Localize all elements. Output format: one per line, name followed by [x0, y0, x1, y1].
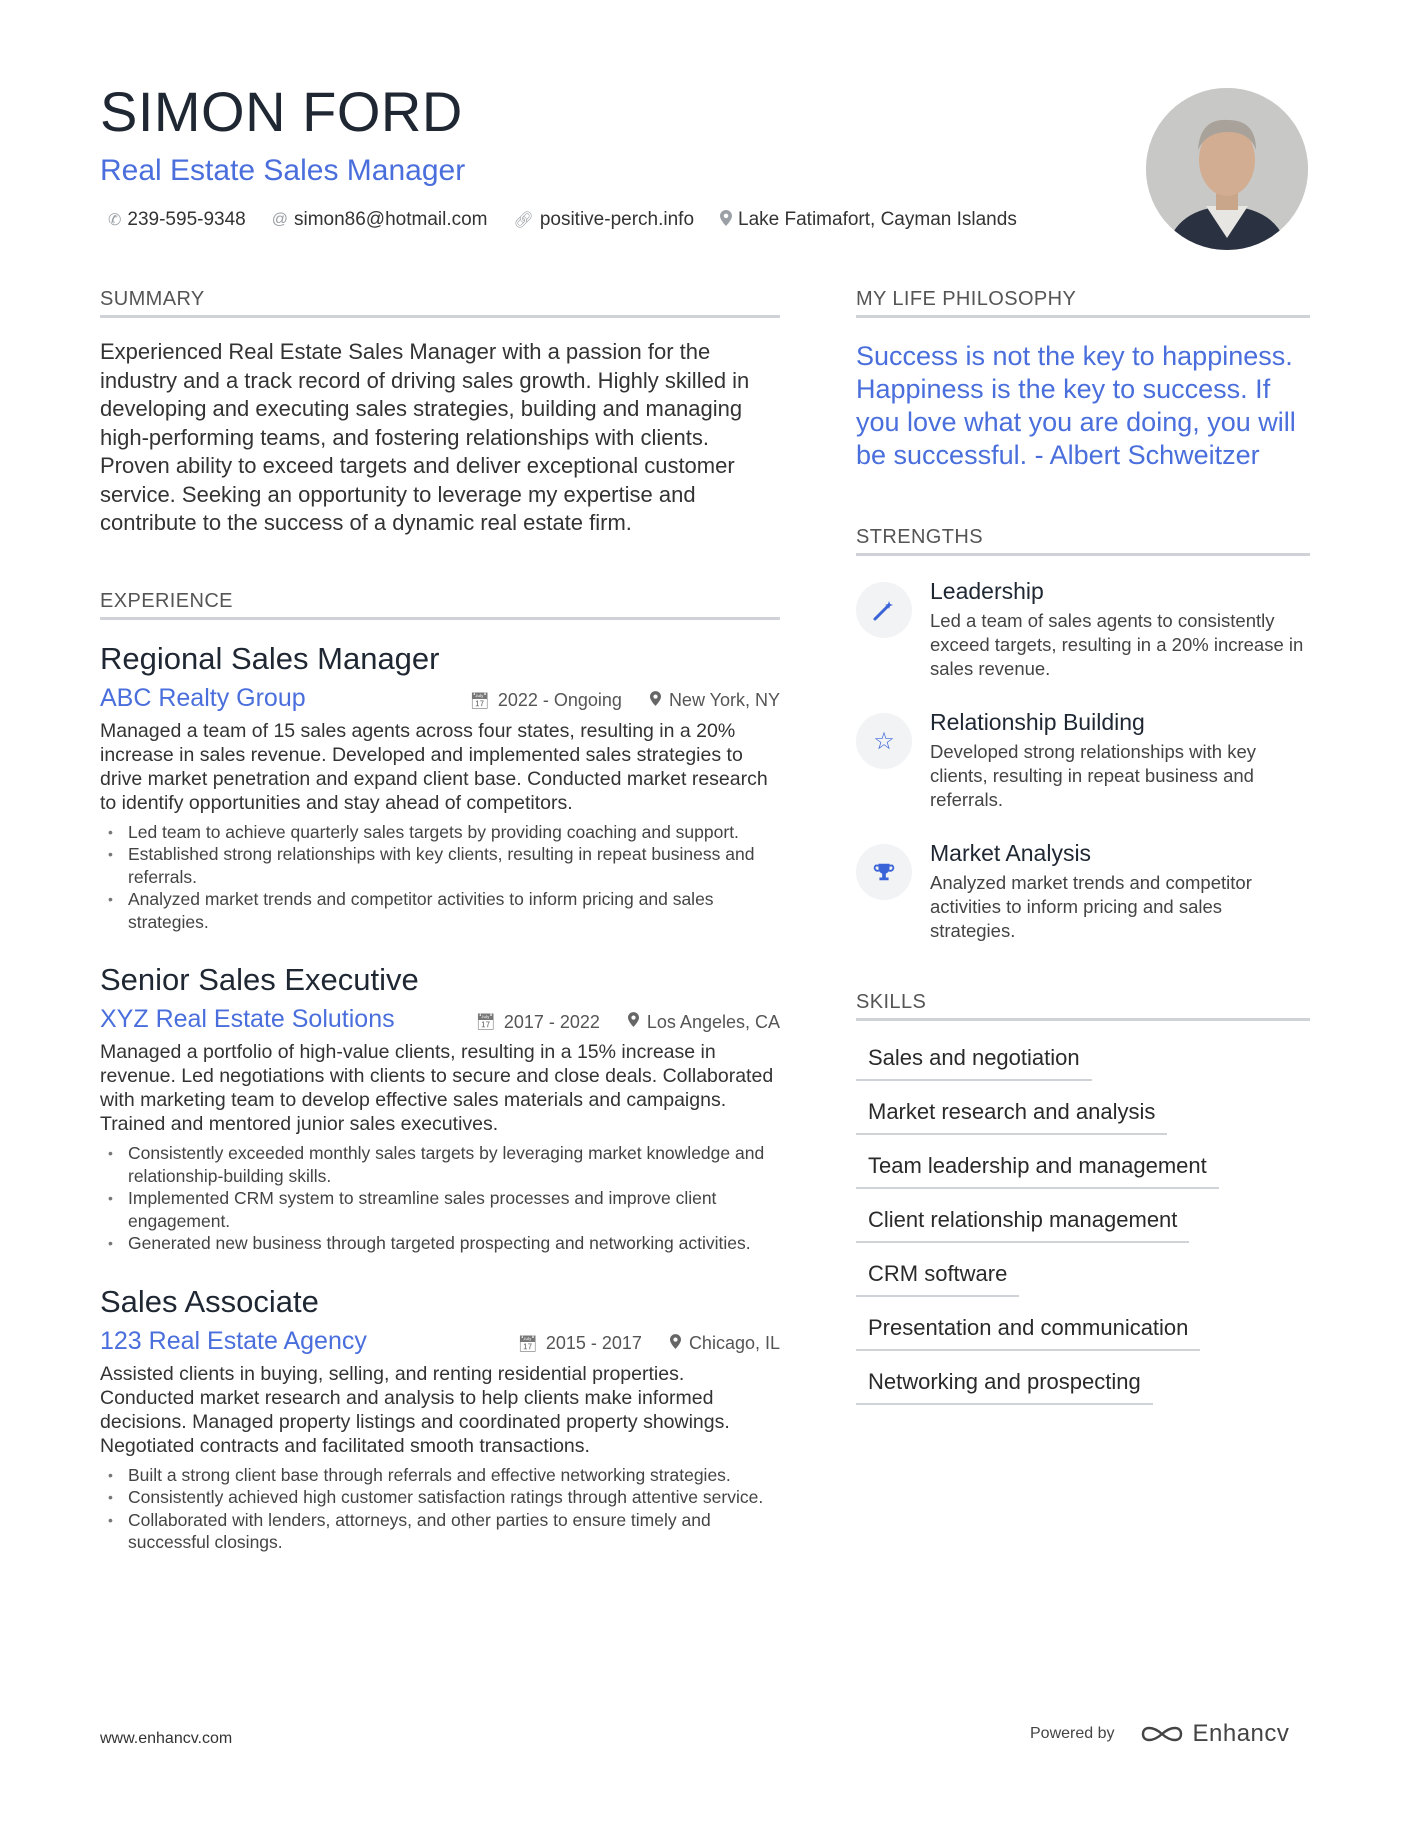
candidate-role: Real Estate Sales Manager	[100, 154, 466, 187]
job-bullets	[100, 821, 780, 934]
job-dates: 2015 - 2017	[545, 1333, 642, 1354]
skill-tag: Sales and negotiation	[856, 1039, 1092, 1081]
job-bullet: • Established strong relationships with key clients, resulting in repeat business and referrals.	[100, 843, 780, 888]
job-entry	[100, 963, 780, 1255]
job-description: Managed a team of 15 sales agents across four states, resulting in a 20% increase in sales revenue. Developed and implemented sales strategies to drive market penetration and expand client base. Conducted market research to identify opportunities and stay ahead of competitors.	[100, 719, 768, 814]
summary-heading: SUMMARY	[100, 288, 780, 318]
location-pin-icon	[628, 1012, 639, 1032]
at-icon: @	[271, 211, 288, 228]
strength-name: Market Analysis	[930, 840, 1092, 866]
job-location: Chicago, IL	[688, 1333, 780, 1354]
job-bullet: • Led team to achieve quarterly sales targets by providing coaching and support.	[100, 821, 780, 844]
skill-tag: Team leadership and management	[856, 1147, 1219, 1189]
summary-text: Experienced Real Estate Sales Manager with a passion for the industry and a track record of driving sales growth. Highly skilled in developing and executing sales strategies, building and managing high-performing teams, and fostering relationships with clients. Proven ability to exceed targets and deliver exceptional customer service. Seeking an opportunity to leverage my expertise and contribute to the success of a dynamic real estate firm.	[100, 339, 750, 535]
candidate-name: SIMON FORD	[100, 80, 463, 143]
strength-desc: Led a team of sales agents to consistently exceed targets, resulting in a 20% increase in sales revenue.	[930, 610, 1304, 679]
job-description: Assisted clients in buying, selling, and renting residential properties. Conducted market research and analysis to help clients make informed decisions. Managed property listings and coordinated property showings. Negotiated contracts and facilitated smooth transactions.	[100, 1362, 730, 1457]
website-text[interactable]: positive-perch.info	[539, 209, 695, 230]
skill-tag: Networking and prospecting	[856, 1363, 1153, 1405]
calendar-icon: 📅︎	[517, 1335, 538, 1353]
company-name: ABC Realty Group	[100, 683, 306, 712]
contact-phone	[108, 209, 246, 231]
strength-item	[856, 578, 1310, 681]
email-text[interactable]: simon86@hotmail.com	[293, 209, 488, 230]
job-title: Sales Associate	[100, 1283, 319, 1319]
brand-name: Enhancv	[1192, 1720, 1290, 1747]
strength-name: Leadership	[930, 578, 1044, 604]
job-location: New York, NY	[668, 690, 780, 711]
footer-website[interactable]: www.enhancv.com	[100, 1730, 233, 1747]
job-title: Regional Sales Manager	[100, 640, 440, 676]
right-column	[856, 288, 1310, 1417]
contact-email[interactable]	[272, 209, 488, 231]
magic-wand-icon	[856, 582, 912, 638]
job-bullets	[100, 1464, 780, 1554]
philosophy-heading: MY LIFE PHILOSOPHY	[856, 288, 1310, 318]
job-bullets	[100, 1142, 780, 1255]
job-bullet: • Collaborated with lenders, attorneys, and other parties to ensure timely and successful closings.	[100, 1509, 780, 1554]
job-bullet: • Analyzed market trends and competitor activities to inform pricing and sales strategies.	[100, 888, 780, 933]
job-entry	[100, 1285, 780, 1554]
experience-heading: EXPERIENCE	[100, 590, 780, 620]
job-dates: 2022 - Ongoing	[497, 690, 622, 711]
contact-location	[720, 209, 1017, 231]
strength-item	[856, 709, 1310, 812]
location-pin-icon	[650, 691, 661, 711]
trophy-icon	[856, 844, 912, 900]
skills-heading: SKILLS	[856, 991, 1310, 1021]
job-entry	[100, 642, 780, 934]
strength-item	[856, 840, 1310, 943]
strength-name: Relationship Building	[930, 709, 1145, 735]
strengths-heading: STRENGTHS	[856, 526, 1310, 556]
location-pin-icon	[670, 1334, 681, 1354]
footer-brand[interactable]	[1030, 1720, 1289, 1748]
enhancv-logo[interactable]	[1139, 1720, 1290, 1748]
powered-by-label: Powered by	[1030, 1725, 1115, 1742]
skill-tag: Client relationship management	[856, 1201, 1189, 1243]
enhancv-logo-mark	[1139, 1722, 1185, 1746]
phone-text: 239-595-9348	[127, 209, 246, 230]
calendar-icon: 📅︎	[475, 1014, 496, 1032]
job-bullet: • Implemented CRM system to streamline sales processes and improve client engagement.	[100, 1187, 780, 1232]
strength-desc: Developed strong relationships with key clients, resulting in repeat business and referrals.	[930, 741, 1256, 810]
link-icon: 🔗︎	[513, 212, 534, 229]
job-description: Managed a portfolio of high-value clients, resulting in a 15% increase in revenue. Led negotiations with clients to secure and close deals. Collaborated with marketing team to develop effective sales materials and campaigns. Trained and mentored junior sales executives.	[100, 1041, 774, 1136]
star-icon: ☆	[856, 713, 912, 769]
skill-tag: Presentation and communication	[856, 1309, 1200, 1351]
header	[100, 80, 1100, 231]
philosophy-quote: Success is not the key to happiness. Happiness is the key to success. If you love what you are doing, you will be successful. - Albert Schweitzer	[856, 341, 1296, 470]
job-title: Senior Sales Executive	[100, 962, 419, 998]
location-text: Lake Fatimafort, Cayman Islands	[738, 209, 1017, 230]
profile-photo	[1146, 88, 1308, 250]
skill-tag: CRM software	[856, 1255, 1019, 1297]
location-pin-icon	[720, 210, 732, 231]
contact-bar	[100, 209, 1100, 231]
job-bullet: • Generated new business through targeted prospecting and networking activities.	[100, 1232, 780, 1255]
skill-tag: Market research and analysis	[856, 1093, 1167, 1135]
job-bullet: • Built a strong client base through referrals and effective networking strategies.	[100, 1464, 780, 1487]
company-name: XYZ Real Estate Solutions	[100, 1005, 395, 1034]
strength-desc: Analyzed market trends and competitor activities to inform pricing and sales strategies.	[930, 872, 1252, 941]
job-bullet: • Consistently exceeded monthly sales targets by leveraging market knowledge and relationship-building skills.	[100, 1142, 780, 1187]
company-name: 123 Real Estate Agency	[100, 1326, 367, 1355]
job-dates: 2017 - 2022	[503, 1011, 600, 1032]
phone-icon: ✆	[108, 212, 122, 229]
skills-list	[856, 1039, 1310, 1417]
left-column	[100, 288, 780, 1554]
job-bullet: • Consistently achieved high customer satisfaction ratings through attentive service.	[100, 1486, 780, 1509]
contact-website[interactable]	[514, 209, 695, 231]
calendar-icon: 📅︎	[469, 692, 490, 710]
job-location: Los Angeles, CA	[646, 1011, 780, 1032]
